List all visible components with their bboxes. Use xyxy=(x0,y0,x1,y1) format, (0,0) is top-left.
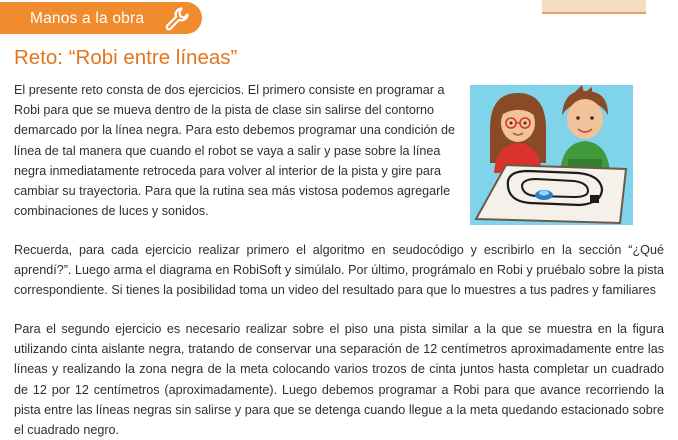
decorative-bar xyxy=(542,0,646,14)
page-title: Reto: “Robi entre líneas” xyxy=(14,46,238,69)
section-tab xyxy=(0,2,202,34)
paragraph-remember: Recuerda, para cada ejercicio realizar primero el algoritmo en seudocódigo y escribirlo en la sección “¿Qué aprendí?”. Luego arma el diagrama en RobiSoft y simúlalo. Por último, prográmalo en Robi y pruébalo sobre la pista correspondiente. Si tienes la posibilidad toma un video del resultado para que lo muestres a tus padres y familiares xyxy=(14,243,664,298)
paragraph-intro: El presente reto consta de dos ejercicios. El primero consiste en programar a Robi para que se mueva dentro de la pista de clase sin salirse del contorno demarcado por la línea negra. Para esto debemos programar una condición de línea de tal manera que cuando el robot se vaya a salir y pase sobre la línea negra inmediatamente retroceda para volver al interior de la pista y gire para cambiar su trayectoria. Para que la rutina sea más vistosa podemos agregarle combinaciones de luces y sonidos. xyxy=(14,83,456,219)
children-robot-track-illustration xyxy=(470,85,633,225)
section-tab-label: Manos a la obra xyxy=(30,10,145,27)
paragraph-second-exercise: Para el segundo ejercicio es necesario realizar sobre el piso una pista similar a la que se muestra en la figura utilizando cinta aislante negra, tratando de conservar una separación de 12 centímetros aproximadamente entre las líneas y realizando la zona negra de la meta colocando varios trozos de cinta juntos hasta completar un cuadrado de 12 por 12 centímetros (aproximadamente). Luego debemos programar a Robi para que avance recorriendo la pista entre las líneas negras sin salirse y para que se detenga cuando llegue a la meta quedando estacionado sobre el cuadrado negro. xyxy=(14,322,664,438)
wrench-icon xyxy=(164,6,190,32)
